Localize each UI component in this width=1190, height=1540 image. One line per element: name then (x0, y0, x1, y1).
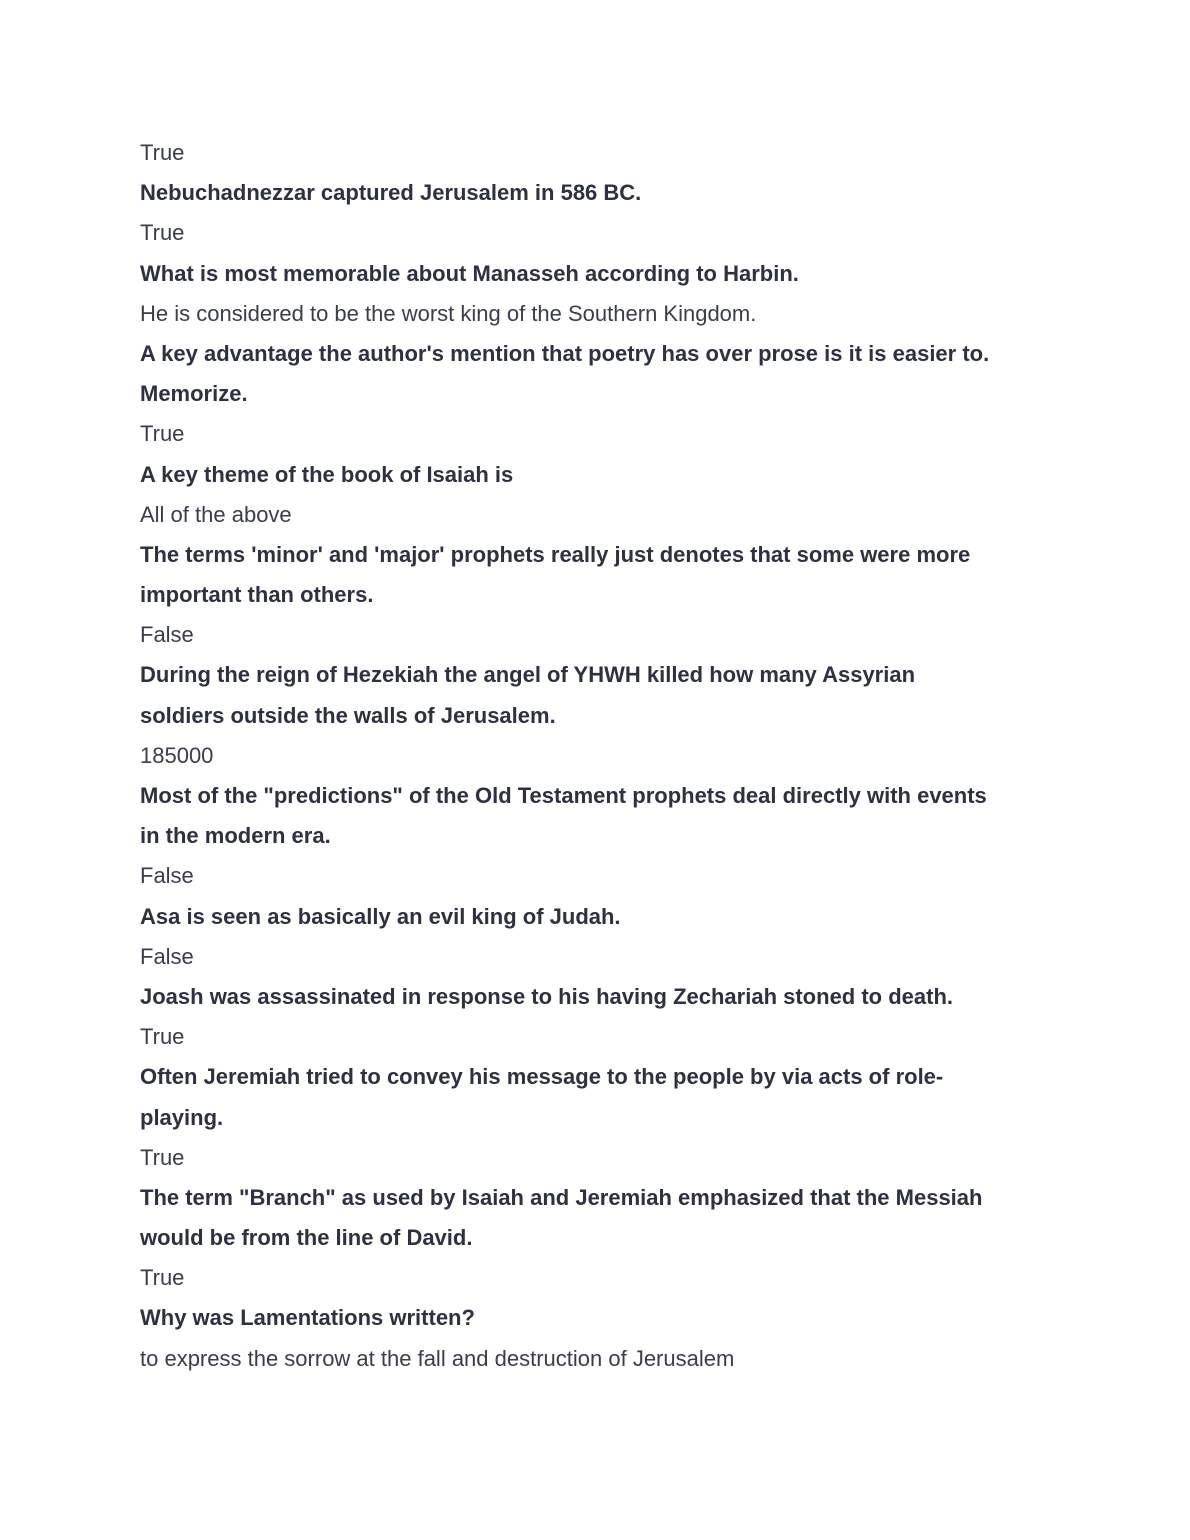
question-line: Memorize. (140, 381, 248, 407)
question-line: A key theme of the book of Isaiah is (140, 461, 514, 487)
question-line: would be from the line of David. (140, 1225, 473, 1251)
question-line: in the modern era. (140, 823, 331, 849)
answer-line: False (140, 863, 194, 889)
question-line: Often Jeremiah tried to convey his message to the people by via acts of role- (140, 1064, 944, 1090)
answer-line: False (140, 943, 194, 969)
answer-line: All of the above (140, 501, 292, 527)
question-line: playing. (140, 1104, 224, 1130)
question-line: What is most memorable about Manasseh according to Harbin. (140, 260, 799, 286)
question-line: important than others. (140, 582, 374, 608)
question-line: Most of the "predictions" of the Old Testament prophets deal directly with events (140, 783, 987, 808)
answer-line: True (140, 421, 185, 447)
question-line: Asa is seen as basically an evil king of Judah. (140, 903, 621, 929)
answer-line: True (140, 220, 185, 246)
answer-line: to express the sorrow at the fall and destruction of Jerusalem (140, 1345, 735, 1371)
question-line: A key advantage the author's mention that poetry has over prose is it is easier to. (140, 340, 990, 366)
document-page (140, 133, 1060, 1379)
answer-line: True (140, 1024, 185, 1050)
question-line: Why was Lamentations written? (140, 1305, 475, 1331)
question-line: Nebuchadnezzar captured Jerusalem in 586 BC. (140, 180, 642, 206)
answer-line: He is considered to be the worst king of the Southern Kingdom. (140, 300, 757, 326)
answer-line: False (140, 622, 194, 648)
question-line: During the reign of Hezekiah the angel of YHWH killed how many Assyrian (140, 662, 916, 688)
answer-line: True (140, 140, 185, 165)
answer-line: 185000 (140, 742, 214, 768)
answer-line: True (140, 1144, 185, 1170)
question-line: The term "Branch" as used by Isaiah and Jeremiah emphasized that the Messiah (140, 1184, 983, 1210)
question-line: Joash was assassinated in response to his having Zechariah stoned to death. (140, 983, 954, 1009)
answer-line: True (140, 1265, 185, 1291)
question-line: soldiers outside the walls of Jerusalem. (140, 702, 556, 728)
question-line: The terms 'minor' and 'major' prophets really just denotes that some were more (140, 541, 971, 567)
